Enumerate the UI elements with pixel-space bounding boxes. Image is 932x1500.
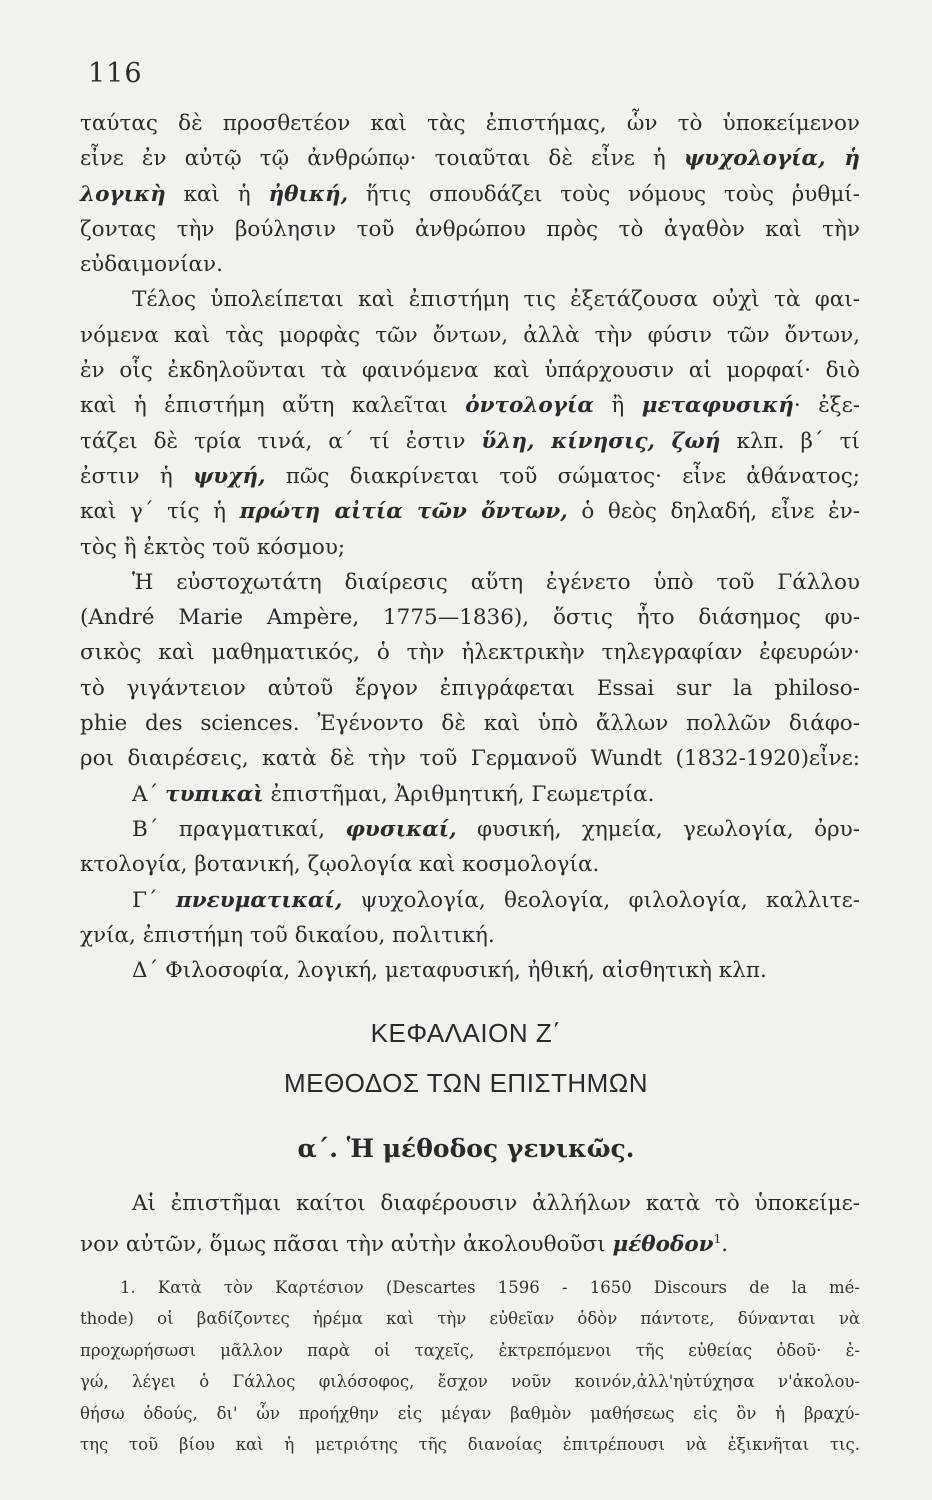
text-line: σικὸς καὶ μαθηματικός, ὁ τὴν ἠλεκτρικὴν τηλεγραφίαν ἐφευρών·: [80, 640, 860, 666]
text-line: Τέλος ὑπολείπεται καὶ ἐπιστήμη τις ἐξετάζουσα οὐχὶ τὰ φαι-: [132, 287, 860, 313]
term-first-cause: πρώτη αἰτία τῶν ὄντων,: [239, 499, 568, 525]
text-line: ἐστιν ἡ ψυχή, πῶς διακρίνεται τοῦ σώματος· εἶνε ἀθάνατος;: [80, 463, 860, 489]
chapter-title: ΜΕΘΟΔΟΣ ΤΩΝ ΕΠΙΣΤΗΜΩΝ: [283, 1068, 649, 1098]
footnote-line: της τοῦ βίου καὶ ἡ μετριότης τῆς διανοίας ἐπιτρέπουσι νὰ ἐξικνῆται τις.: [80, 1434, 860, 1454]
class-c: Γ΄ πνευματικαί, ψυχολογία, θεολογία, φιλολογία, καλλιτε-: [132, 887, 860, 913]
footnote-line: γώ, λέγει ὁ Γάλλος φιλόσοφος, ἔσχον νοῦν κοινόν,ἀλλ'ηὐτύχησα ν'ἀκολου-: [80, 1372, 860, 1392]
footnote-ref: 1: [713, 1232, 722, 1247]
class-b-cont: κτολογία, βοτανική, ζῳολογία καὶ κοσμολογία.: [80, 852, 600, 878]
text-line: ταύτας δὲ προσθετέον καὶ τὰς ἐπιστήμας, ὧν τὸ ὑποκείμενον: [80, 111, 860, 136]
term-metaphysics: μεταφυσική: [641, 393, 794, 419]
class-b: Β΄ πραγματικαί, φυσικαί, φυσική, χημεία, γεωλογία, ὀρυ-: [132, 816, 860, 842]
class-a: Α΄ τυπικαὶ ἐπιστῆμαι, Ἀριθμητική, Γεωμετρία.: [132, 781, 655, 807]
text-line: νον αὐτῶν, ὅμως πᾶσαι τὴν αὐτὴν ἀκολουθοῦσι μέθοδον$^1$.: [80, 1232, 729, 1258]
text-line: λογικὴ καὶ ἡ ἠθική, ἥτις σπουδάζει τοὺς νόμους τοὺς ῥυθμί-: [80, 181, 860, 207]
page-number: 116: [88, 58, 143, 89]
footnote: [80, 1272, 860, 1460]
term-matter: ὕλη, κίνησις, ζωή: [481, 428, 721, 454]
text-line: νόμενα καὶ τὰς μορφὰς τῶν ὄντων, ἀλλὰ τὴν φύσιν τῶν ὄντων,: [80, 322, 860, 348]
main-text: [80, 106, 860, 988]
text-line: ἐν οἷς ἐκδηλοῦνται τὰ φαινόμενα καὶ ὑπάρχουσιν αἱ μορφαί· διὸ: [80, 358, 860, 384]
footnote-line: προχωρήσωσι μᾶλλον παρὰ οἱ ταχεῖς, ἐκτρεπόμενοι τῆς εὐθείας ὁδοῦ· ἐ-: [80, 1340, 860, 1360]
text-line: τὸς ἢ ἐκτὸς τοῦ κόσμου;: [80, 534, 346, 560]
term-ontology: ὀντολογία: [465, 393, 594, 419]
section-heading: α΄. Ἡ μέθοδος γενικῶς.: [297, 1134, 635, 1163]
chapter-label: ΚΕΦΑΛΑΙΟΝ Ζ΄: [370, 1018, 562, 1048]
text-line: εἶνε ἐν αὐτῷ τῷ ἀνθρώπῳ· τοιαῦται δὲ εἶνε ἡ ψυχολογία, ἡ: [80, 146, 860, 172]
footnote-line: θήσω ὁδούς, δι' ὧν προήχθην εἰς μέγαν βαθμὸν μαθήσεως εἰς ὃν ἡ βραχύ-: [80, 1403, 860, 1423]
text-line: τάζει δὲ τρία τινά, α΄ τί ἐστιν ὕλη, κίνησις, ζωή κλπ. β΄ τί: [80, 428, 860, 454]
footnote-line: 1. Κατὰ τὸν Καρτέσιον (Descartes 1596 - 1650 Discours de la mé-: [120, 1278, 860, 1297]
text-line: ζοντας τὴν βούλησιν τοῦ ἀνθρώπου πρὸς τὸ ἀγαθὸν καὶ τὴν: [80, 216, 860, 242]
text-line: ροι διαιρέσεις, κατὰ δὲ τὴν τοῦ Γερμανοῦ Wundt (1832-1920)εἶνε:: [80, 746, 860, 772]
text-line: καὶ ἡ ἐπιστήμη αὕτη καλεῖται ὀντολογία ἢ μεταφυσική· ἐξε-: [80, 393, 860, 419]
class-c-cont: χνία, ἐπιστήμη τοῦ δικαίου, πολιτική.: [80, 922, 495, 948]
footnote-line: thode) οἱ βαδίζοντες ἠρέμα καὶ τὴν εὐθεῖαν ὁδὸν πάντοτε, δύνανται νὰ: [80, 1309, 860, 1329]
term-soul: ψυχή,: [193, 463, 266, 489]
term-logic: λογικὴ: [80, 181, 166, 207]
section-intro: [80, 1186, 860, 1257]
text-line: τὸ γιγάντειον αὐτοῦ ἔργον ἐπιγράφεται Essai sur la philoso-: [80, 675, 860, 701]
text-line: (André Marie Ampère, 1775—1836), ὅστις ἦτο διάσημος φυ-: [80, 605, 860, 631]
term-method: μέθοδον: [612, 1232, 714, 1258]
text-line: καὶ γ΄ τίς ἡ πρώτη αἰτία τῶν ὄντων, ὁ θεὸς δηλαδή, εἶνε ἐν-: [80, 499, 860, 525]
class-d: Δ΄ Φιλοσοφία, λογική, μεταφυσική, ἠθική, αἰσθητικὴ κλπ.: [132, 958, 767, 984]
term-psychology: ψυχολογία, ἡ: [683, 146, 860, 172]
text-line: Αἱ ἐπιστῆμαι καίτοι διαφέρουσιν ἀλλήλων κατὰ τὸ ὑποκείμε-: [132, 1191, 860, 1216]
text-line: Ἡ εὐστοχωτάτη διαίρεσις αὕτη ἐγένετο ὑπὸ τοῦ Γάλλου: [132, 569, 860, 595]
term-ethics: ἠθική,: [268, 181, 349, 207]
text-line: phie des sciences. Ἐγένοντο δὲ καὶ ὑπὸ ἄλλων πολλῶν διάφο-: [80, 711, 860, 737]
text-line: εὐδαιμονίαν.: [80, 252, 223, 278]
